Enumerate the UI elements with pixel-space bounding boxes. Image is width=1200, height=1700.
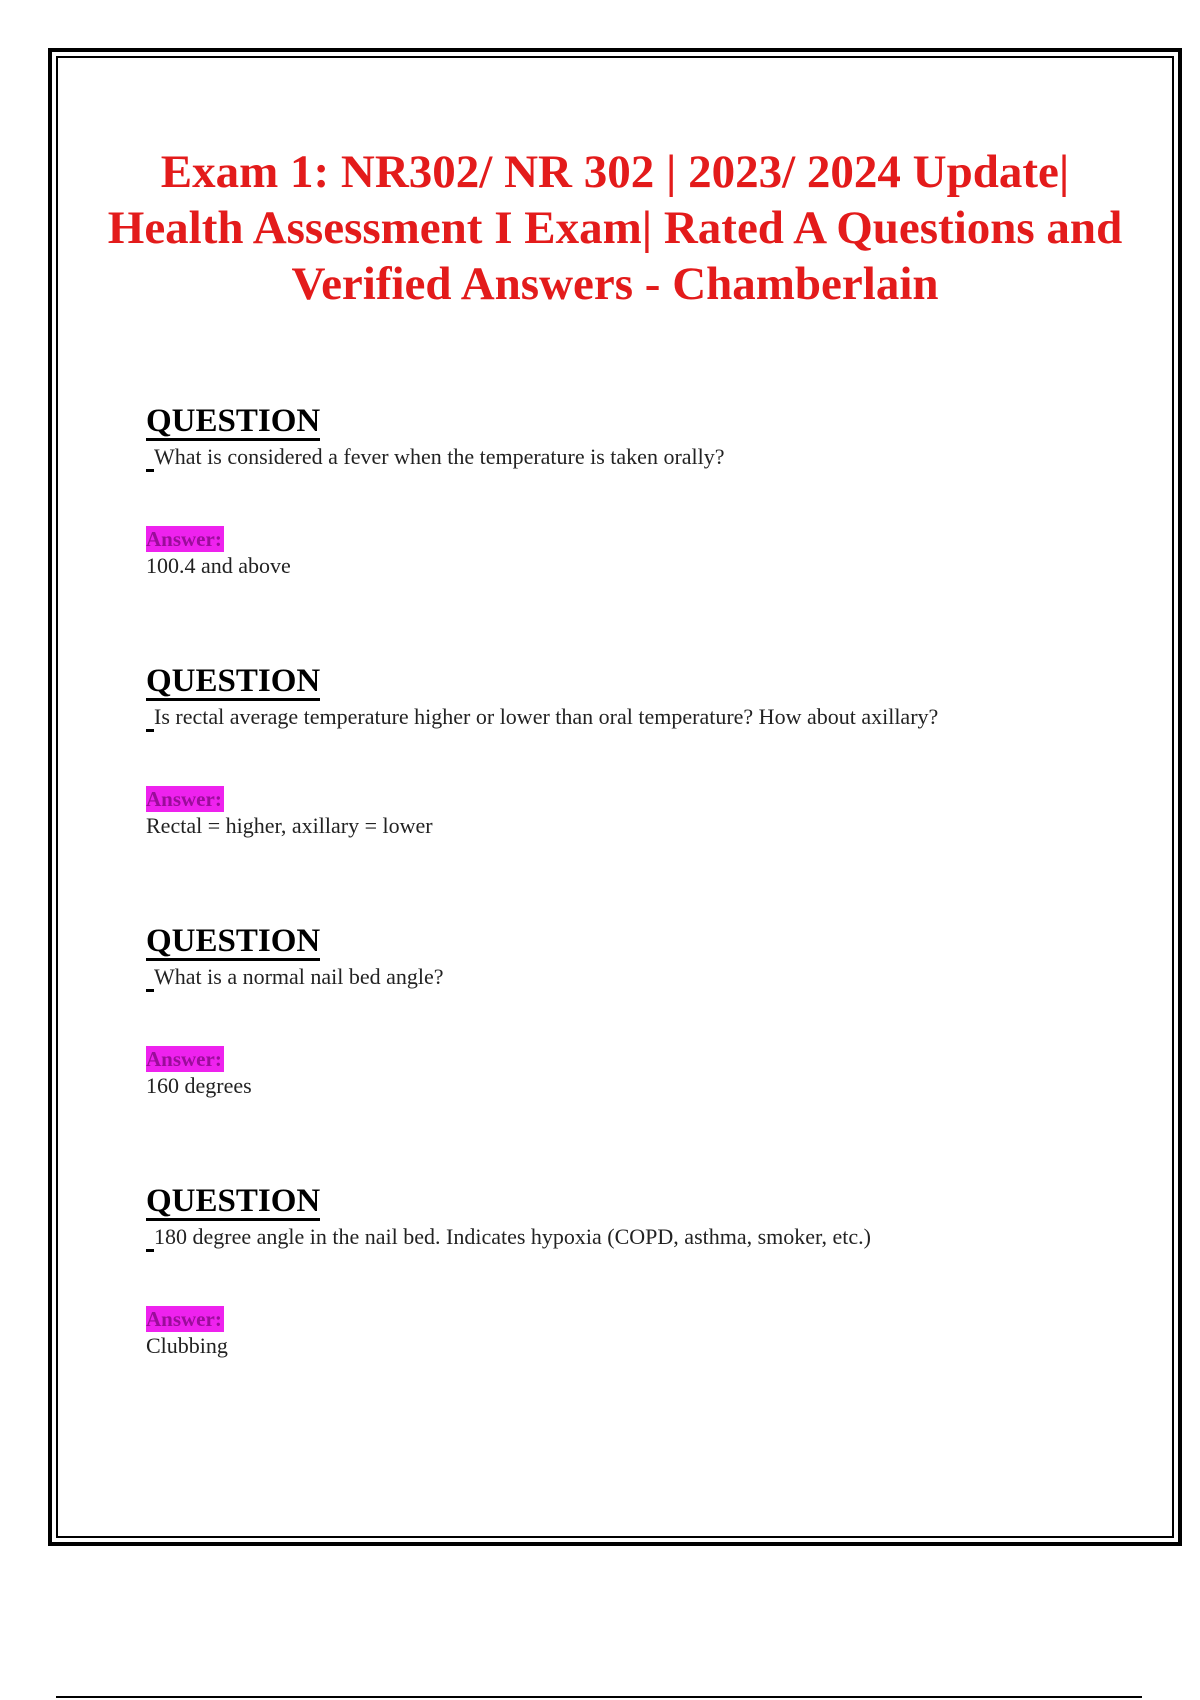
question-heading: QUESTION (146, 923, 321, 959)
answer-text: Clubbing (146, 1333, 228, 1358)
answer-label: Answer: (146, 1047, 222, 1071)
answer-label: Answer: (146, 787, 222, 811)
qa-item-3 (146, 924, 1106, 1100)
question-text-line (146, 443, 1106, 472)
answer-text: 160 degrees (146, 1073, 252, 1098)
question-marker (146, 989, 154, 992)
answer-label: Answer: (146, 1307, 222, 1331)
answer-text: Rectal = higher, axillary = lower (146, 813, 433, 838)
question-text-line (146, 703, 1106, 732)
question-text: 180 degree angle in the nail bed. Indicates hypoxia (COPD, asthma, smoker, etc.) (154, 1224, 871, 1249)
answer-text: 100.4 and above (146, 553, 291, 578)
question-text: What is considered a fever when the temperature is taken orally? (154, 444, 725, 469)
question-marker (146, 469, 154, 472)
question-marker (146, 1249, 154, 1252)
question-text: Is rectal average temperature higher or lower than oral temperature? How about axillary? (154, 704, 939, 729)
question-heading: QUESTION (146, 663, 321, 699)
question-text-line (146, 1223, 1106, 1252)
footer-rule (56, 1696, 1142, 1698)
answer-label: Answer: (146, 527, 222, 551)
question-text: What is a normal nail bed angle? (154, 964, 444, 989)
question-text-line (146, 963, 1106, 992)
question-marker (146, 729, 154, 732)
question-heading: QUESTION (146, 1183, 321, 1219)
qa-item-2 (146, 664, 1106, 840)
document-title: Exam 1: NR302/ NR 302 | 2023/ 2024 Update| Health Assessment I Exam| Rated A Questions and Verified Answers - Chamberlain (107, 146, 1123, 310)
qa-item-4 (146, 1184, 1106, 1360)
question-heading: QUESTION (146, 403, 321, 439)
qa-item-1 (146, 404, 1106, 580)
